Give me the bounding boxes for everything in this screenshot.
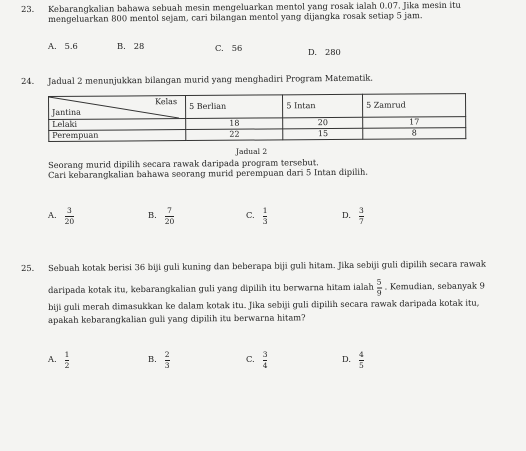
- q24-line1: Seorang murid dipilih secara rawak daripada program tersebut.: [47, 157, 319, 170]
- q24-line2: Cari kebarangkalian bahawa seorang murid perempuan dari 5 Intan dipilih.: [47, 166, 369, 180]
- q24-option-a: A. $\frac{3}{20}$: [48, 206, 75, 226]
- fraction: $\frac{7}{20}$: [164, 206, 175, 226]
- table-cell: 8: [363, 128, 466, 140]
- table-cell: 15: [283, 128, 363, 140]
- table-cell: 18: [186, 118, 283, 130]
- q24-option-c: C. $\frac{1}{3}$: [246, 206, 268, 226]
- table-caption: Jadual 2: [236, 147, 268, 156]
- fraction: $\frac{1}{2}$: [64, 350, 70, 370]
- corner-label-kelas: Kelas: [155, 97, 178, 107]
- q23-option-b: B. 28: [117, 41, 145, 51]
- corner-label-jantina: Jantina: [52, 107, 81, 117]
- q25-option-a: A. $\frac{1}{2}$: [48, 350, 70, 370]
- column-header: 5 Zamrud: [362, 94, 465, 118]
- q25-number: 25.: [20, 262, 35, 273]
- q25-line4: apakah kebarangkalian guli yang dipilih itu berwarna hitam?: [47, 312, 306, 325]
- q25-line1: Sebuah kotak berisi 36 biji guli kuning dan beberapa biji guli hitam. Jika sebiji guli dipilih secara rawak: [47, 258, 486, 273]
- q23-line1: Kebarangkalian bahawa sebuah mesin mengeluarkan mentol yang rosak ialah 0.07. Jika mesin itu: [47, 0, 461, 14]
- table-header-row: [49, 94, 466, 120]
- q23-option-a: A. 5.6: [48, 41, 78, 51]
- jadual-2-table: [48, 93, 466, 142]
- table-row: [49, 128, 466, 142]
- row-label: Perempuan: [49, 130, 186, 142]
- fraction: $\frac{3}{20}$: [64, 206, 75, 226]
- q23-option-d: D. 280: [308, 47, 341, 57]
- table-cell: 20: [283, 117, 363, 129]
- q24-number: 24.: [20, 75, 35, 86]
- fraction: $\frac{3}{4}$: [262, 350, 268, 370]
- row-label: Lelaki: [49, 119, 186, 131]
- fraction: $\frac{1}{3}$: [262, 206, 268, 226]
- q25-line2: daripada kotak itu, kebarangkalian guli yang dipilih itu berwarna hitam ialah $\frac{5}{9}$ . Kemudian, sebanyak 9: [48, 277, 485, 298]
- q25-line3: biji guli merah dimasukkan ke dalam kotak itu. Jika sebiji guli dipilih secara rawak daripada kotak itu,: [47, 297, 480, 312]
- table-cell: 22: [186, 129, 283, 141]
- column-header: 5 Intan: [283, 94, 363, 118]
- q23-line2: mengeluarkan 800 mentol sejam, cari bilangan mentol yang dijangka rosak setiap 5 jam.: [47, 10, 423, 24]
- q23-option-c: C. 56: [215, 43, 243, 53]
- fraction: $\frac{4}{5}$: [359, 350, 364, 370]
- fraction: $\frac{5}{9}$: [376, 277, 382, 298]
- q24-option-d: D. $\frac{3}{7}$: [342, 206, 364, 226]
- column-header: 5 Berlian: [186, 95, 284, 119]
- fraction: $\frac{2}{3}$: [164, 350, 170, 370]
- q25-option-b: B. $\frac{2}{3}$: [148, 350, 170, 370]
- q24-intro: Jadual 2 menunjukkan bilangan murid yang menghadiri Program Matematik.: [47, 72, 374, 86]
- table-cell: 17: [363, 117, 466, 129]
- fraction: $\frac{3}{7}$: [359, 206, 364, 226]
- q25-option-c: C. $\frac{3}{4}$: [246, 350, 268, 370]
- table-corner-cell: [49, 96, 186, 120]
- q23-number: 23.: [20, 3, 35, 14]
- q25-option-d: D. $\frac{4}{5}$: [342, 350, 364, 370]
- q24-option-b: B. $\frac{7}{20}$: [148, 206, 175, 226]
